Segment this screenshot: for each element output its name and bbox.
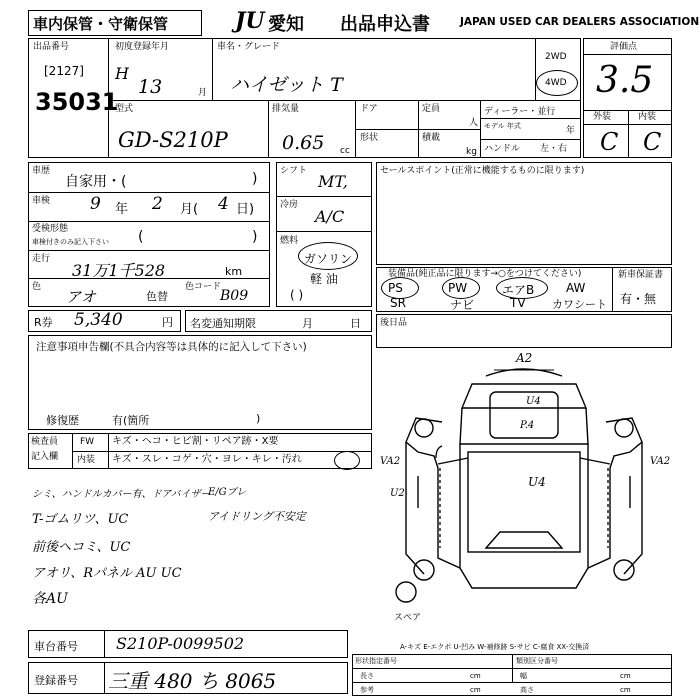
car-damage-diagram (376, 348, 672, 626)
history-close: ) (252, 171, 258, 187)
first-reg-year: 13 (138, 76, 163, 98)
shift-value: MT, (318, 172, 348, 191)
model-value: GD-S210P (118, 128, 228, 152)
inspector-row2-items: キズ・スレ・コゲ・穴・ヨレ・キレ・汚れ (112, 454, 302, 465)
inspector-label-1: 検査員 (31, 437, 59, 447)
chassis-label: 車台番号 (34, 640, 78, 653)
chassis-number: S210P-0099502 (116, 634, 245, 653)
dealer-label: ディーラー・並行 (484, 107, 556, 117)
lot-sub-number: [2127] (44, 64, 84, 78)
score-label: 評価点 (610, 42, 638, 52)
sales-point-box (376, 162, 672, 265)
equipment-leather-seat: カワシート (552, 298, 607, 311)
equipment-sr: SR (390, 296, 406, 310)
shaken-day: 4 (218, 194, 229, 214)
fuel-gasoline: ガソリン (304, 252, 353, 266)
receipt-note: 車検付きのみ記入下さい (32, 238, 109, 246)
note-line-4: T-ゴムリツ、UC (32, 512, 129, 527)
color-change-label: 色替 (146, 290, 168, 303)
fuel-label: 燃料 (280, 236, 299, 246)
diagram-mark-u2: U2 (390, 488, 405, 499)
later-items-box (376, 314, 672, 348)
exterior-label: 外装 (593, 112, 612, 122)
mileage-unit: km (225, 265, 243, 278)
note-line-5: 前後ヘコミ、UC (32, 540, 131, 555)
shift-label: シフト (280, 166, 308, 176)
car-name-label: 車名・グレード (217, 42, 281, 52)
diagram-mark-p4: P.4 (520, 420, 535, 431)
equipment-label: 装備品(純正品に限ります→○をつけてください) (388, 269, 582, 279)
load-unit: kg (466, 147, 477, 157)
inspector-row1-tag: FW (80, 437, 95, 447)
color-label: 色 (32, 282, 42, 292)
inspector-label-2: 記入欄 (31, 452, 59, 462)
equipment-airbag: エアB (502, 283, 535, 297)
mileage-label: 走行 (32, 254, 51, 264)
doors-label: ドア (360, 104, 378, 114)
repair-value: 有(箇所 (112, 414, 150, 427)
interior-label: 内装 (638, 112, 657, 122)
capacity-label: 定員 (422, 104, 441, 114)
sales-point-label: セールスポイント(正常に機能するものに限ります) (380, 166, 585, 176)
name-change-day: 日 (350, 317, 361, 330)
history-label: 車歴 (32, 166, 51, 176)
model-year-unit: 年 (566, 126, 576, 136)
registration-number: 三重 480 ち 8065 (108, 669, 277, 693)
first-reg-label: 初度登録年月 (115, 42, 170, 52)
width-unit: cm (620, 672, 631, 680)
receipt-paren-open: ( (138, 229, 144, 245)
width-label: 幅 (520, 672, 527, 680)
shaken-year: 9 (90, 194, 101, 214)
equipment-navi: ナビ (450, 298, 475, 312)
equipment-airbag-circle (496, 277, 548, 299)
storage-title-box (28, 10, 202, 36)
capacity-unit: 人 (469, 118, 479, 128)
inspector-row2-tag: 内装 (77, 455, 96, 465)
car-name-value: ハイゼット T (230, 74, 343, 96)
height-label: 高さ (520, 686, 534, 694)
note-line-2: E/Gブレ (208, 487, 247, 498)
registration-label: 登録番号 (34, 674, 78, 687)
note-line-3: アイドリング不安定 (208, 510, 306, 523)
equipment-ps-circle (381, 277, 419, 299)
ju-logo: JU (235, 8, 265, 34)
shaken-day-unit: 日) (236, 202, 255, 217)
height-unit: cm (470, 686, 481, 694)
shaken-month-unit: 月( (180, 202, 199, 217)
equipment-pw: PW (448, 281, 468, 295)
equipment-tv: TV (510, 296, 526, 310)
class-number-label: 類別区分番号 (516, 657, 558, 665)
notes-label: 注意事項申告欄(不具合内容等は具体的に記入して下さい) (36, 341, 307, 353)
lot-label: 出品番号 (33, 42, 70, 52)
displacement-unit: cc (340, 146, 350, 156)
color-value: アオ (66, 288, 96, 306)
diagram-mark-va2-left: VA2 (380, 456, 401, 467)
r-ticket-label: R券 (34, 316, 53, 329)
equipment-ps: PS (388, 281, 403, 295)
displacement-label: 排気量 (272, 104, 300, 114)
r-ticket-value: 5,340 (74, 310, 123, 330)
shape-label: 形状 (360, 133, 379, 143)
name-change-label: 名変通知期限 (190, 317, 256, 330)
diagram-mark-u4-hood: U4 (526, 396, 541, 407)
warranty-label: 新車保証書 (618, 270, 664, 280)
shaken-label: 車検 (32, 196, 51, 206)
note-line-6: アオリ、Rパネル AU UC (32, 566, 182, 581)
model-year-label: モデル 年式 (484, 122, 521, 130)
length-label: 長さ (360, 672, 374, 680)
note-line-1: シミ、ハンドルカバー有、ドアバイザー (32, 489, 211, 500)
fuel-gasoline-circle (298, 242, 358, 270)
exterior-grade: C (600, 128, 619, 156)
shaken-month: 2 (152, 194, 163, 214)
history-value: 自家用・( (65, 174, 127, 190)
fuel-diesel: 軽 油 (310, 272, 338, 286)
interior-grade: C (643, 128, 662, 156)
handle-options: 左・右 (540, 144, 568, 154)
first-reg-month-unit: 月 (198, 88, 208, 98)
drive-4wd: 4WD (545, 78, 567, 88)
later-items-label: 後日品 (380, 318, 408, 328)
damage-code-legend: A-キズ E-エクボ U-凹み W-補修跡 S-サビ C-腐食 XX-交換済 (400, 643, 590, 651)
inspector-row1-items: キズ・ヘコ・ヒビ割・リペア跡・X要 (112, 436, 279, 447)
size-designation-label: 形状指定番号 (355, 657, 397, 665)
handle-label: ハンドル (484, 144, 521, 154)
color-code: B09 (220, 288, 249, 304)
note-line-7: 各AU (32, 591, 68, 607)
repair-label: 修復歴 (46, 414, 79, 427)
shaken-year-unit: 年 (115, 202, 129, 217)
receipt-label: 受検形態 (32, 224, 69, 234)
displacement-value: 0.65 (282, 132, 325, 154)
receipt-paren-close: ) (252, 229, 258, 245)
height-unit-2: cm (620, 686, 631, 694)
diagram-mark-u4-body: U4 (528, 475, 546, 489)
r-ticket-unit: 円 (162, 316, 173, 329)
drive-2wd: 2WD (545, 52, 567, 62)
load-label: 積載 (422, 133, 441, 143)
mileage-value: 31万1千528 (72, 261, 166, 280)
name-change-month: 月 (302, 317, 313, 330)
drive-4wd-circle (536, 70, 578, 96)
inspector-dirt-circle (334, 451, 360, 470)
fuel-paren: ( ) (290, 288, 304, 302)
org-english-name: JAPAN USED CAR DEALERS ASSOCIATION (460, 16, 700, 28)
warranty-options: 有・無 (620, 292, 657, 306)
aircon-value: A/C (315, 207, 345, 226)
equipment-aw: AW (566, 281, 586, 295)
spare-label: スペア (394, 613, 422, 623)
storage-title: 車内保管・守衛保管 (33, 15, 169, 33)
diagram-mark-a2: A2 (516, 351, 533, 365)
aircon-label: 冷房 (280, 200, 299, 210)
org-name: 愛知 (268, 14, 304, 35)
length-unit: cm (470, 672, 481, 680)
model-label: 型式 (115, 104, 134, 114)
note-label: 参考 (360, 686, 374, 694)
form-title: 出品申込書 (340, 14, 430, 35)
score-value: 3.5 (596, 60, 654, 101)
equipment-pw-circle (442, 277, 480, 299)
first-reg-era: H (115, 64, 129, 83)
diagram-mark-va2-right: VA2 (650, 456, 671, 467)
color-code-label: 色コード (185, 282, 222, 292)
repair-close: ) (256, 412, 261, 425)
lot-number: 35031 (35, 88, 119, 116)
